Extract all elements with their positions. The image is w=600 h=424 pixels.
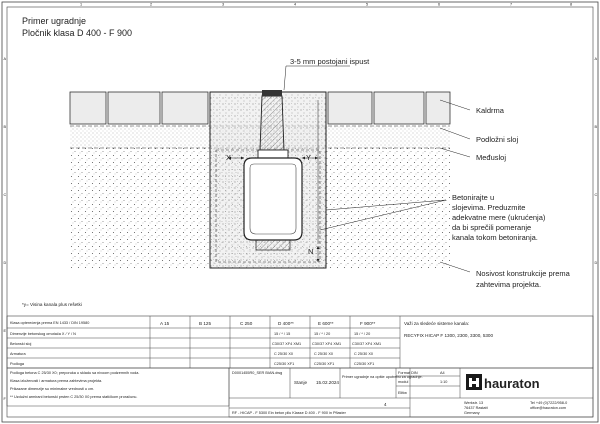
dimension-n-label: N — [308, 247, 314, 256]
address-line-3: Germany — [464, 411, 480, 415]
paving-right — [328, 92, 450, 124]
svg-text:slojevima. Preduzmite: slojevima. Preduzmite — [452, 203, 526, 212]
svg-text:Klasa izloženosti i armatura p: Klasa izloženosti i armatura prema zahtevima projekta. — [10, 379, 103, 383]
cell-0-e: 15 / * / 20 — [314, 332, 331, 336]
class-b125: B 125 — [199, 321, 212, 326]
svg-text:adekvatne mere (ukrućenja): adekvatne mere (ukrućenja) — [452, 213, 546, 222]
spec-table — [7, 316, 593, 368]
svg-text:Podloga betona C 25/30 X0; pre: Podloga betona C 25/30 X0; preporuka u skladu sa nivoom podzemnih voda. — [10, 371, 140, 375]
left-notes — [7, 368, 229, 406]
drawing-note: Primer ugradnje na opšte upotrebu za ugradnje. — [342, 375, 423, 379]
drawing-footer: RF - HICAP - F 5300 Ein beton pllu Klasse D 400 - F 900 in Pflaster — [232, 411, 346, 415]
email: office@hauraton.com — [530, 406, 567, 410]
footnote: *y= Visina kanala plus rešetki — [22, 302, 82, 307]
cell-0-f: 15 / * / 20 — [354, 332, 371, 336]
frame-mark-6: 6 — [438, 2, 441, 7]
svg-text:Nosivost konstrukcije prema: Nosivost konstrukcije prema — [476, 269, 570, 278]
frame-mark-3: 3 — [222, 2, 225, 7]
frame-mark-f: F — [3, 397, 6, 401]
row-label-3: Podloga — [10, 362, 24, 366]
cell-3-e: C25/30 XF1 — [314, 362, 335, 366]
hauraton-logo — [466, 374, 540, 391]
gap-note: 3-5 mm postojani ispust — [290, 57, 370, 66]
cell-1-e: C30/37 XF4 XM1 — [312, 342, 342, 346]
svg-text:zahtevima projekta.: zahtevima projekta. — [476, 280, 542, 289]
dimension-y-label: Y — [306, 153, 312, 162]
drawing-subtitle: Pločnik klasa D 400 - F 900 — [22, 28, 133, 38]
format-value: A4 — [440, 371, 445, 375]
table-header-label: Klasa opterećenja prema EN 1433 / DIN 19580 — [10, 321, 90, 325]
svg-text:Betonirajte u: Betonirajte u — [452, 193, 495, 202]
row-label-1: Betonski sloj — [10, 342, 32, 346]
product-label: Važi za sledeće sisteme kanala: — [404, 321, 470, 326]
cell-0-d: 15 / * / 15 — [274, 332, 291, 336]
class-e600: E 600** — [318, 321, 334, 326]
title-block — [229, 368, 593, 417]
svg-text:Prikazane dimenzije su minimal: Prikazane dimenzije su minimalne vrednosti u cm. — [10, 387, 95, 391]
sheet-number: 4 — [384, 402, 387, 407]
row-label-0: Dimenzije betonskog omotača X / Y / N — [10, 332, 76, 336]
frame-mark-b: B — [3, 125, 7, 129]
interlayer-label: Međusloj — [476, 153, 507, 162]
svg-text:kanala tokom betoniranja.: kanala tokom betoniranja. — [452, 233, 538, 242]
cell-1-d: C30/37 XF4 XM1 — [272, 342, 302, 346]
dimension-x-label: X — [226, 153, 232, 162]
frame-mark-a: A — [3, 57, 7, 61]
cell-3-d: C25/30 XF1 — [274, 362, 295, 366]
address-line-1: Werkstr. 13 — [464, 401, 484, 405]
frame-mark-8: 8 — [570, 2, 573, 7]
foundation-note — [476, 269, 571, 289]
cell-2-e: C 25/30 X0 — [314, 352, 333, 356]
lang-label: Elitiw — [398, 391, 407, 395]
row-label-2: Armatura — [10, 352, 26, 356]
product-name: RECYFIX HICAP F 1300, 2300, 3300, 5300 — [404, 333, 494, 338]
cell-3-f: C25/30 XF1 — [354, 362, 375, 366]
sublayer-label: Podložni sloj — [476, 135, 519, 144]
status-label: Stanje — [294, 380, 308, 385]
class-f900: F 900** — [360, 321, 376, 326]
frame-mark-d-right: D — [594, 261, 598, 265]
grating — [262, 90, 282, 96]
frame-mark-2: 2 — [150, 2, 153, 7]
frame-mark-4: 4 — [294, 2, 297, 7]
cell-2-d: C 25/30 X0 — [274, 352, 293, 356]
frame-mark-5: 5 — [366, 2, 369, 7]
class-d400: D 400** — [278, 321, 294, 326]
svg-text:hauraton: hauraton — [484, 376, 540, 391]
frame-mark-a-right: A — [594, 57, 598, 61]
scale-value: 1:10 — [440, 380, 448, 384]
cross-section — [70, 90, 450, 268]
frame-mark-c-right: C — [594, 193, 598, 197]
drawing-number: D0001455R0_SER BIAN.dwg — [232, 371, 283, 375]
paving-left — [70, 92, 208, 124]
drawing-title: Primer ugradnje — [22, 16, 87, 26]
frame-mark-d: D — [3, 261, 7, 265]
frame-marks-top — [80, 3, 572, 7]
address-line-2: 76437 Rastatt — [464, 406, 488, 410]
cell-2-f: C 25/30 X0 — [354, 352, 373, 356]
frame-mark-1: 1 — [80, 2, 83, 7]
frame-mark-7: 7 — [510, 2, 513, 7]
frame-mark-e: E — [3, 329, 7, 333]
class-c250: C 250 — [240, 321, 253, 326]
phone: Tel +49 (0)7222/958-0 — [530, 401, 568, 405]
svg-text:** Uzdužni armirani betonski p: ** Uzdužni armirani betonski prsten C 25/30 X0 prema statičkom proračunu. — [10, 395, 138, 399]
scale-label: modul — [398, 380, 409, 384]
drawing-date: 15.02.2024 — [316, 380, 339, 385]
svg-text:da bi sprečili pomeranje: da bi sprečili pomeranje — [452, 223, 532, 232]
gap-leader — [284, 66, 286, 90]
format-label: Format DIN — [398, 371, 418, 375]
class-a15: A 15 — [160, 321, 170, 326]
frame-mark-c: C — [3, 193, 7, 197]
cell-1-f: C30/37 XF4 XM1 — [352, 342, 382, 346]
concrete-note — [452, 193, 546, 242]
paving-label: Kaldrma — [476, 106, 504, 115]
frame-mark-b-right: B — [594, 125, 598, 129]
